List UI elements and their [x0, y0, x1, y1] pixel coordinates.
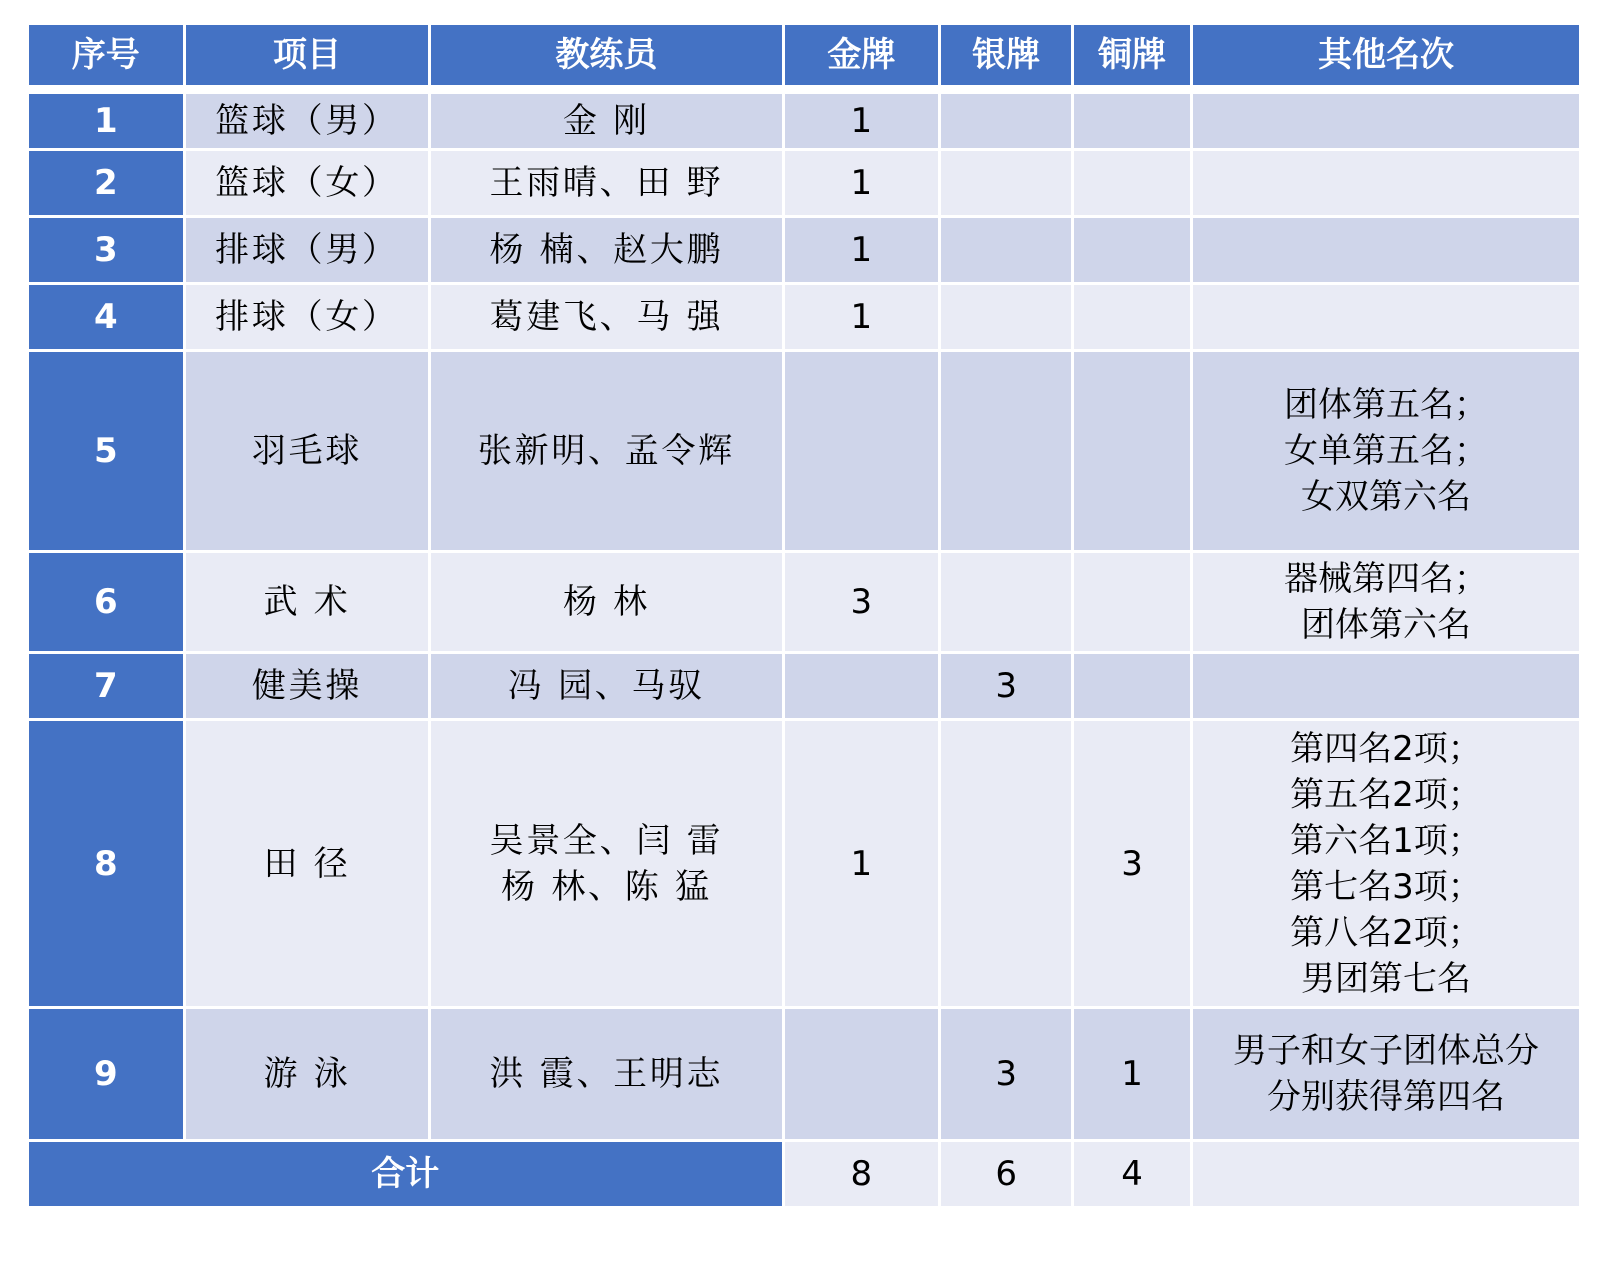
other-placings-line: 男子和女子团体总分 — [1232, 1031, 1539, 1071]
table-body — [29, 88, 1579, 1206]
other-placings-line: 第五名2项； — [1290, 774, 1482, 815]
gold-count: 3 — [785, 553, 939, 651]
bronze-count — [1074, 654, 1190, 718]
other-placings — [1193, 285, 1579, 349]
header-row — [29, 25, 1579, 85]
gold-count: 1 — [785, 88, 939, 148]
bronze-count — [1074, 285, 1190, 349]
coach-names — [431, 721, 781, 1006]
coach-names-line: 冯 园、马驭 — [507, 666, 705, 706]
row-index: 7 — [29, 654, 183, 718]
coach-names-line: 洪 霞、王明志 — [489, 1054, 724, 1094]
bronze-count — [1074, 88, 1190, 148]
gold-count: 1 — [785, 151, 939, 215]
coach-names-line: 杨 林 — [562, 582, 650, 622]
gold-count — [785, 1009, 939, 1139]
other-placings — [1193, 553, 1579, 651]
silver-count: 3 — [941, 1009, 1071, 1139]
coach-names — [431, 1009, 781, 1139]
bronze-count — [1074, 218, 1190, 282]
silver-count — [941, 285, 1071, 349]
silver-count — [941, 553, 1071, 651]
other-placings-line: 男团第七名 — [1300, 958, 1471, 999]
event-name: 田 径 — [186, 721, 429, 1006]
gold-count: 1 — [785, 218, 939, 282]
bronze-count — [1074, 151, 1190, 215]
other-placings-line: 女单第五名； — [1283, 431, 1488, 471]
gold-count — [785, 352, 939, 550]
other-placings — [1193, 218, 1579, 282]
table-row — [29, 1009, 1579, 1139]
header-coaches: 教练员 — [431, 25, 781, 85]
total-row — [29, 1142, 1579, 1206]
other-placings-line: 分别获得第四名 — [1266, 1077, 1505, 1117]
bronze-count — [1074, 352, 1190, 550]
other-placings — [1193, 721, 1579, 1006]
row-index: 5 — [29, 352, 183, 550]
other-placings-line: 第八名2项； — [1290, 912, 1482, 953]
other-placings-line: 器械第四名； — [1283, 559, 1488, 599]
total-label: 合计 — [29, 1142, 782, 1206]
other-placings-line: 第七名3项； — [1290, 866, 1482, 907]
event-name: 排球（男） — [186, 218, 429, 282]
header-gold: 金牌 — [785, 25, 939, 85]
row-index: 2 — [29, 151, 183, 215]
table-row — [29, 88, 1579, 148]
coach-names — [431, 218, 781, 282]
silver-count — [941, 352, 1071, 550]
other-placings-line: 团体第六名 — [1300, 605, 1471, 645]
event-name: 羽毛球 — [186, 352, 429, 550]
silver-count — [941, 721, 1071, 1006]
row-index: 1 — [29, 88, 183, 148]
event-name: 健美操 — [186, 654, 429, 718]
total-other — [1193, 1142, 1579, 1206]
event-name: 篮球（男） — [186, 88, 429, 148]
other-placings — [1193, 151, 1579, 215]
event-name: 武 术 — [186, 553, 429, 651]
row-index: 4 — [29, 285, 183, 349]
medal-table — [26, 22, 1582, 1209]
coach-names-line: 王雨晴、田 野 — [489, 163, 724, 203]
table-row — [29, 654, 1579, 718]
bronze-count — [1074, 553, 1190, 651]
event-name: 篮球（女） — [186, 151, 429, 215]
silver-count — [941, 88, 1071, 148]
coach-names-line: 金 刚 — [562, 101, 650, 141]
other-placings — [1193, 654, 1579, 718]
coach-names-line: 吴景全、闫 雷 — [489, 820, 724, 861]
header-other-placings: 其他名次 — [1193, 25, 1579, 85]
row-index: 8 — [29, 721, 183, 1006]
header-event: 项目 — [186, 25, 429, 85]
table-row — [29, 285, 1579, 349]
gold-count: 1 — [785, 721, 939, 1006]
table-row — [29, 151, 1579, 215]
row-index: 9 — [29, 1009, 183, 1139]
coach-names — [431, 285, 781, 349]
other-placings-line: 团体第五名； — [1283, 385, 1488, 425]
event-name: 游 泳 — [186, 1009, 429, 1139]
total-gold: 8 — [785, 1142, 939, 1206]
other-placings-line: 第六名1项； — [1290, 820, 1482, 861]
row-index: 3 — [29, 218, 183, 282]
coach-names-line: 杨 楠、赵大鹏 — [489, 230, 724, 270]
coach-names — [431, 151, 781, 215]
silver-count — [941, 151, 1071, 215]
other-placings — [1193, 88, 1579, 148]
other-placings — [1193, 352, 1579, 550]
total-bronze: 4 — [1074, 1142, 1190, 1206]
table-row — [29, 352, 1579, 550]
coach-names-line: 杨 林、陈 猛 — [501, 866, 712, 907]
coach-names — [431, 352, 781, 550]
event-name: 排球（女） — [186, 285, 429, 349]
other-placings-line: 第四名2项； — [1290, 728, 1482, 769]
table-row — [29, 553, 1579, 651]
gold-count — [785, 654, 939, 718]
coach-names-line: 葛建飞、马 强 — [489, 297, 724, 337]
table-row — [29, 721, 1579, 1006]
silver-count: 3 — [941, 654, 1071, 718]
coach-names — [431, 654, 781, 718]
coach-names — [431, 88, 781, 148]
gold-count: 1 — [785, 285, 939, 349]
total-silver: 6 — [941, 1142, 1071, 1206]
header-bronze: 铜牌 — [1074, 25, 1190, 85]
other-placings — [1193, 1009, 1579, 1139]
coach-names-line: 张新明、孟令辉 — [477, 431, 735, 471]
header-index: 序号 — [29, 25, 183, 85]
header-silver: 银牌 — [941, 25, 1071, 85]
bronze-count: 3 — [1074, 721, 1190, 1006]
table-row — [29, 218, 1579, 282]
coach-names — [431, 553, 781, 651]
other-placings-line: 女双第六名 — [1300, 477, 1471, 517]
bronze-count: 1 — [1074, 1009, 1190, 1139]
silver-count — [941, 218, 1071, 282]
row-index: 6 — [29, 553, 183, 651]
